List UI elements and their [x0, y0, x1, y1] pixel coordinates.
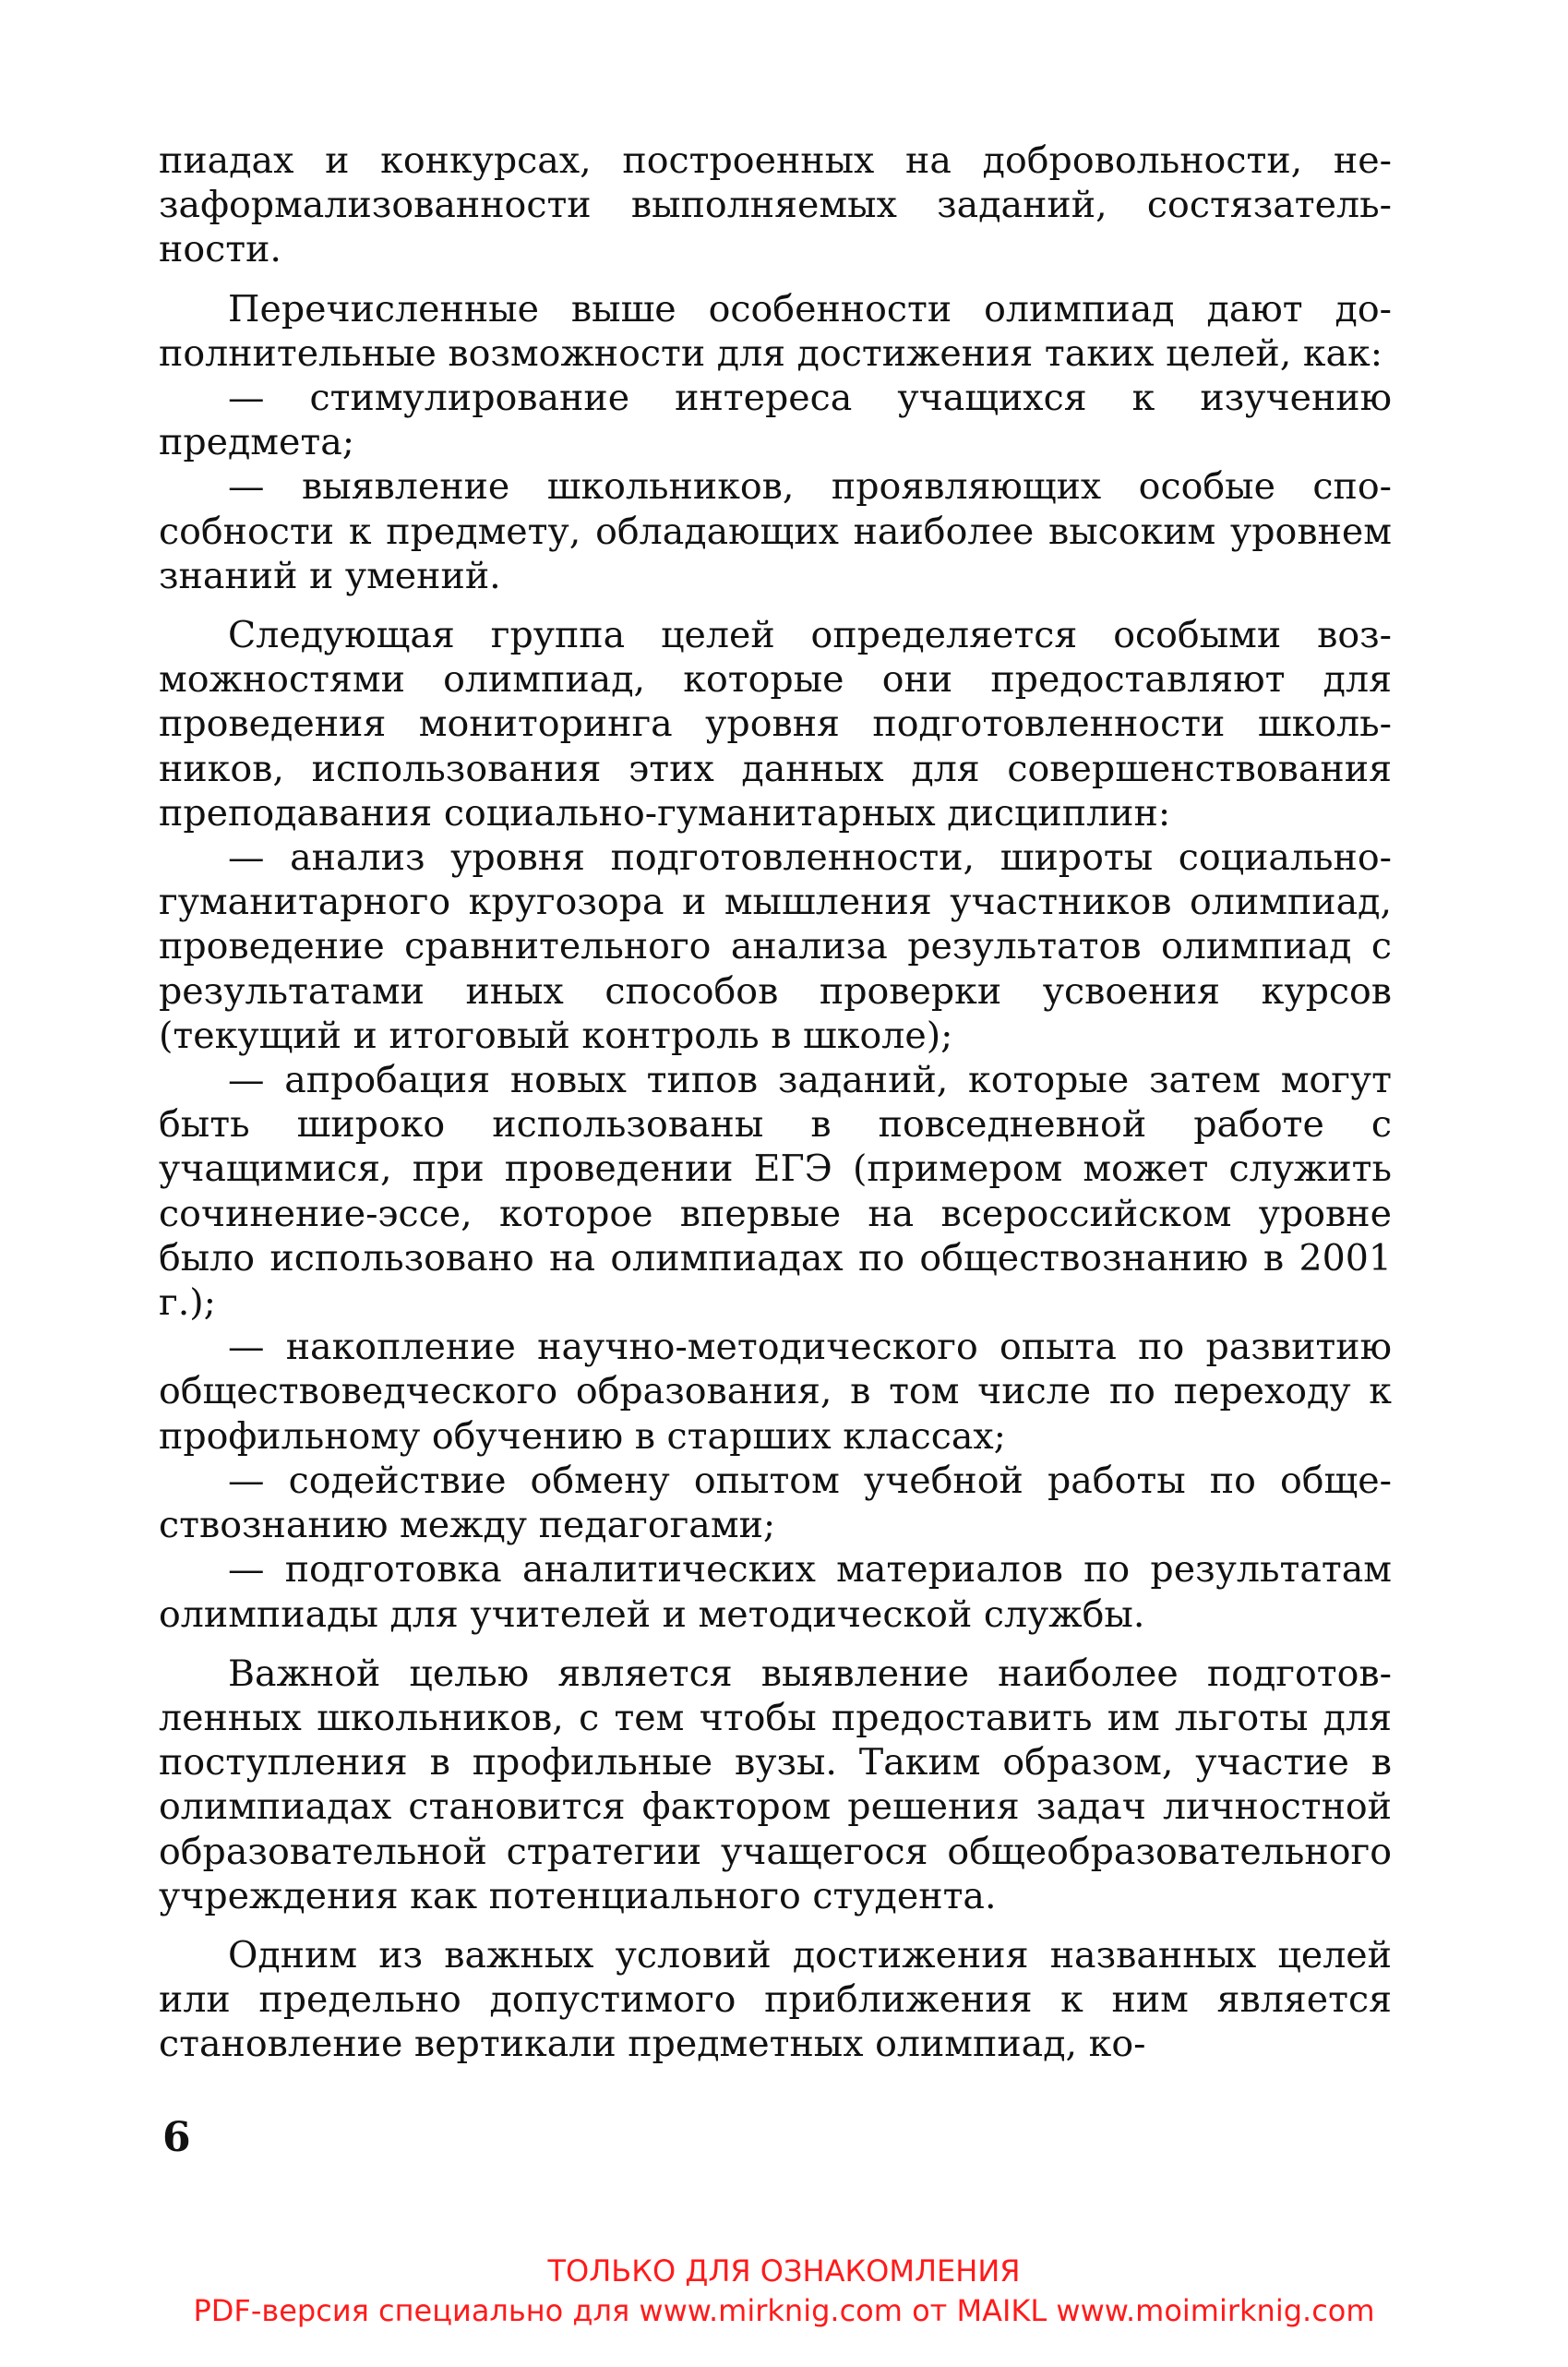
list-item-4: — апробация новых типов заданий, которые затем могут быть широко использованы в повседневной работе с учащимися, при проведении ЕГЭ (примером может служить сочинение-эссе, которое впервые на всероссийском уровне было использовано на олимпиадах по обществознанию в 2001 г.); — [159, 1059, 1392, 1325]
paragraph-4: Важной целью является выявление наиболее подготовленных школьников, с тем чтобы предоставить им льготы для поступления в профильные вузы. Таким образом, участие в олимпиадах становится фактором решения задач личностной образовательной стратегии учащегося общеобразовательного учреждения как потенциального студента. — [159, 1652, 1392, 1917]
list-item-3: — анализ уровня подготовленности, широты социально-гуманитарного кругозора и мышления участников олимпиад, проведение сравнительного анализа результатов олимпиад с результатами иных способов проверки усвоения курсов (текущий и итоговый контроль в школе); — [159, 836, 1392, 1057]
list-item-5: — накопление научно-методического опыта по развитию обществоведческого образования, в том числе по переходу к профильному обучению в старших классах; — [159, 1326, 1392, 1458]
paragraph-3: Следующая группа целей определяется особыми возможностями олимпиад, которые они предоставляют для проведения мониторинга уровня подготовленности школьников, использования этих данных для совершенствования преподавания социально-гуманитарных дисциплин: — [159, 614, 1392, 835]
paragraph-5: Одним из важных условий достижения названных целей или предельно допустимого приближения к ним является становление вертикали предметных олимпиад, ко- — [159, 1933, 1392, 2066]
paragraph-1: пиадах и конкурсах, построенных на добровольности, незаформализованности выполняемых заданий, состязательности. — [159, 139, 1392, 271]
watermark-line-1: ТОЛЬКО ДЛЯ ОЗНАКОМЛЕНИЯ — [547, 2253, 1021, 2289]
watermark-line-2: PDF-версия специально для www.mirknig.com от MAIKL www.moimirknig.com — [193, 2293, 1375, 2328]
page-body — [159, 138, 1392, 2067]
paragraph-2: Перечисленные выше особенности олимпиад дают дополнительные возможности для достижения таких целей, как: — [159, 287, 1392, 375]
list-item-6: — содействие обмену опытом учебной работы по обществознанию между педагогами; — [159, 1459, 1392, 1547]
list-item-7: — подготовка аналитических материалов по результатам олимпиады для учителей и методической службы. — [159, 1548, 1392, 1636]
list-item-1: — стимулирование интереса учащихся к изучению предмета; — [159, 377, 1392, 464]
page-number: 6 — [162, 2114, 191, 2161]
list-item-2: — выявление школьников, проявляющих особые способности к предмету, обладающих наиболее высоким уровнем знаний и умений. — [159, 465, 1392, 597]
